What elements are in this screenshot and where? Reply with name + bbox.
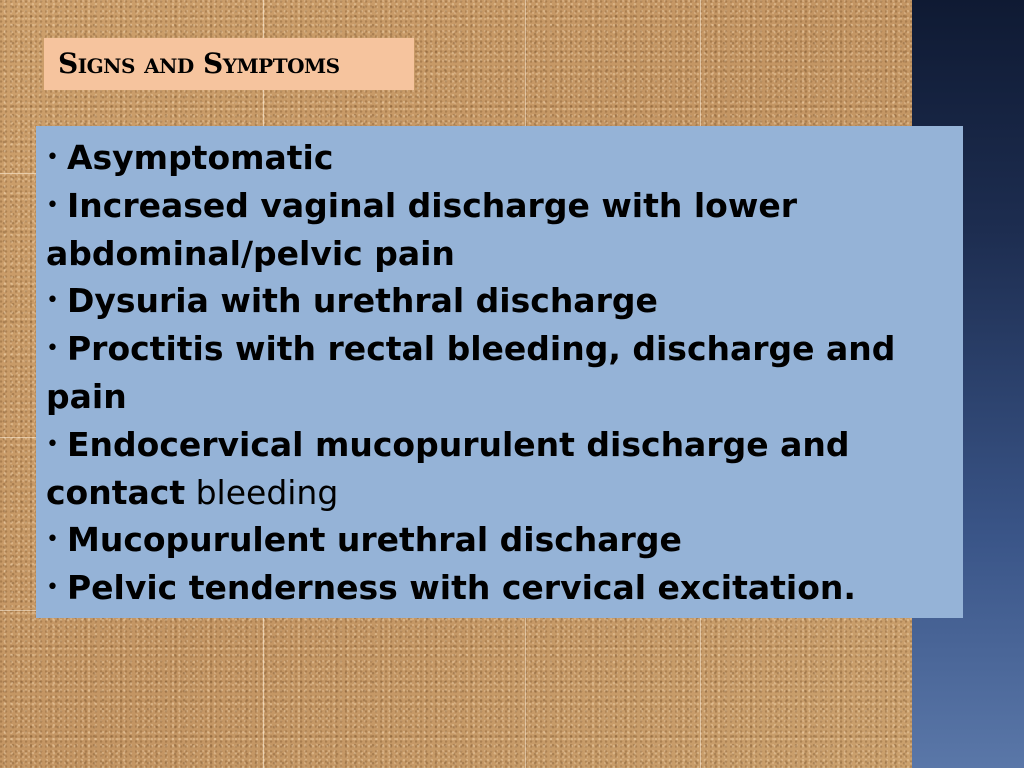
- bullet-item: [46, 182, 951, 278]
- bullet-item: [46, 564, 951, 612]
- bullet-text-normal: bleeding: [185, 472, 339, 512]
- bullet-list: [46, 134, 951, 612]
- title-box: [44, 38, 414, 90]
- bullet-text: Asymptomatic: [66, 138, 334, 177]
- bullet-icon: •: [46, 336, 59, 362]
- bullet-icon: •: [46, 527, 59, 553]
- bullet-item: [46, 421, 951, 517]
- bullet-item: [46, 134, 951, 182]
- content-box: [36, 126, 963, 618]
- bullet-icon: •: [46, 431, 59, 457]
- bullet-text: Endocervical mucopurulent discharge and contact: [46, 424, 850, 512]
- bullet-icon: •: [46, 192, 59, 218]
- bullet-item: [46, 325, 951, 421]
- bullet-text: Pelvic tenderness with cervical excitation.: [66, 568, 856, 608]
- bullet-text: Dysuria with urethral discharge: [66, 281, 658, 321]
- bullet-text: Mucopurulent urethral discharge: [66, 520, 682, 560]
- bullet-item: [46, 516, 951, 564]
- slide-title: Signs and Symptoms: [58, 47, 340, 80]
- bullet-icon: •: [46, 145, 59, 170]
- bullet-icon: •: [46, 288, 59, 314]
- bullet-icon: •: [46, 575, 59, 601]
- bullet-text: Increased vaginal discharge with lower abdominal/pelvic pain: [46, 185, 797, 273]
- bullet-text: Proctitis with rectal bleeding, discharge and pain: [46, 329, 896, 416]
- bullet-item: [46, 277, 951, 325]
